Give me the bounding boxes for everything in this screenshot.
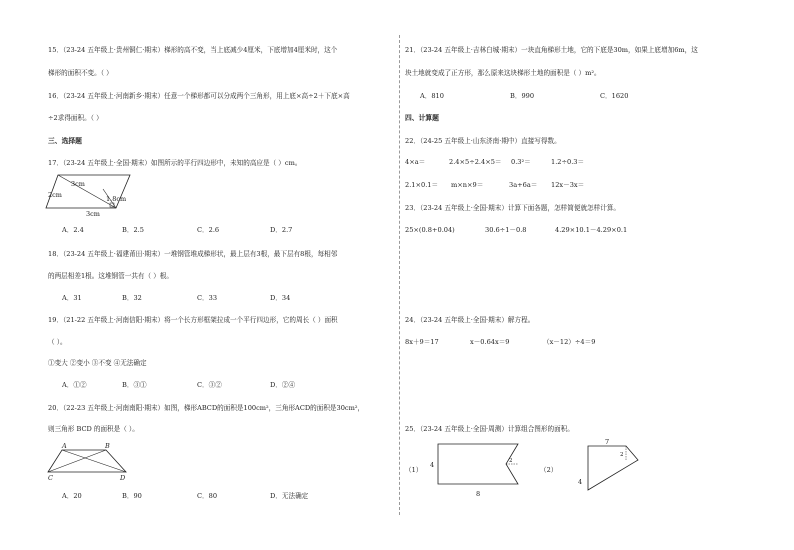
q15-line1: 15．（23-24 五年级上·贵州铜仁·期末）梯形的高不变，当上底减少4厘米，下底增加4厘米时，这个 xyxy=(48,46,338,54)
q18-line1: 18．（23-24 五年级上·福建莆田·期末）一堆钢管堆成梯形状，最上层有3根，最下层有8根，每相邻 xyxy=(48,250,338,258)
q17-option-d[interactable]: D．2.7 xyxy=(270,226,293,234)
q19-choices: ①变大 ②变小 ③不变 ④无法确定 xyxy=(48,359,147,367)
fig2-top-label: 7 xyxy=(605,438,610,446)
q24-text: 24．（23-24 五年级上·全国·期末）解方程。 xyxy=(405,316,535,324)
q21-line2: 块土地就变成了正方形，那么原来这块梯形土地的面积是（ ）m²。 xyxy=(405,69,601,77)
q25-fig1-label: （1） xyxy=(405,466,423,474)
q17-text: 17．（23-24 五年级上·全国·期末）如图所示的平行四边形中，未知的高应是（ ）cm。 xyxy=(48,159,302,167)
vertex-a-label: A xyxy=(62,442,67,450)
vertex-c-label: C xyxy=(48,474,53,482)
q22-item-1: 4×a＝ xyxy=(405,158,426,166)
fig17-height-label: 1.8cm xyxy=(106,195,127,203)
q20-line1: 20．（22-23 五年级上·河南南阳·期末）如图，梯形ABCD的面积是100cm²，三角形ACD的面积是30cm²， xyxy=(48,404,365,412)
q19-option-d[interactable]: D．②④ xyxy=(270,381,296,389)
q23-expr-3: 4.29×10.1－4.29×0.1 xyxy=(555,226,628,234)
fig17-left-label: 2cm xyxy=(48,191,62,199)
fig17-top-label: 3cm xyxy=(71,180,85,188)
q16-line2: ÷2求得面积。（ ） xyxy=(48,114,103,122)
composite-figure-2 xyxy=(570,440,650,500)
q23-expr-2: 30.6÷1－0.8 xyxy=(485,226,527,234)
q25-fig2-label: （2） xyxy=(540,466,558,474)
fig17-bottom-label: 3cm xyxy=(86,210,100,218)
q21-option-a[interactable]: A．810 xyxy=(420,92,444,100)
q19-option-b[interactable]: B．③① xyxy=(122,381,147,389)
q24-eq-2: x－0.64x＝9 xyxy=(470,338,510,346)
q22-item-7: 3a+6a＝ xyxy=(509,181,538,189)
fig2-height-label: 4 xyxy=(578,478,583,486)
q18-option-c[interactable]: C．33 xyxy=(197,294,218,302)
q24-eq-1: 8x＋9＝17 xyxy=(405,338,439,346)
q17-option-b[interactable]: B．2.5 xyxy=(122,226,144,234)
q22-item-6: m×n×9＝ xyxy=(451,181,484,189)
q20-line2: 则三角形 BCD 的面积是（ ）。 xyxy=(48,425,139,433)
q22-item-8: 12x－3x＝ xyxy=(551,181,585,189)
q17-option-a[interactable]: A．2.4 xyxy=(62,226,84,234)
q22-item-4: 1.2÷0.3＝ xyxy=(551,158,585,166)
q23-text: 23．（23-24 五年级上·全国·期末）计算下面各题，怎样简便就怎样计算。 xyxy=(405,204,621,212)
q15-line2: 梯形的面积不变。（ ） xyxy=(48,69,113,77)
q18-option-a[interactable]: A．31 xyxy=(62,294,82,302)
q19-line1: 19．（21-22 五年级上·河南信阳·期末）将一个长方形框架拉成一个平行四边形，它的周长（ ）面积 xyxy=(48,316,338,324)
q21-line1: 21．（23-24 五年级上·吉林白城·期末）一块直角梯形土地，它的下底是30m，如果上底增加6m，这 xyxy=(405,46,698,54)
q22-text: 22．（24-25 五年级上·山东济南·期中）直接写得数。 xyxy=(405,137,561,145)
trapezoid-abcd-figure xyxy=(48,442,133,482)
q18-option-b[interactable]: B．32 xyxy=(122,294,142,302)
q18-option-d[interactable]: D．34 xyxy=(270,294,291,302)
fig2-mid-label: 2 xyxy=(620,452,624,458)
q23-expr-1: 25×(0.8+0.04) xyxy=(405,226,455,234)
q17-option-c[interactable]: C．2.6 xyxy=(197,226,220,234)
q20-option-c[interactable]: C．80 xyxy=(197,492,218,500)
composite-figure-1 xyxy=(428,442,528,502)
vertex-b-label: B xyxy=(105,442,110,450)
q19-line2: （ ）。 xyxy=(48,338,67,346)
q19-option-a[interactable]: A．①② xyxy=(62,381,87,389)
column-divider xyxy=(399,35,400,515)
fig1-width-label: 8 xyxy=(476,490,481,498)
q18-line2: 的两层相差1根。这堆钢管一共有（ ）根。 xyxy=(48,272,173,280)
q20-option-d[interactable]: D．无法确定 xyxy=(270,492,309,500)
q25-text: 25．（23-24 五年级上·全国·周测）计算组合图形的面积。 xyxy=(405,425,574,433)
vertex-d-label: D xyxy=(120,474,126,482)
fig1-notch-label: 2 xyxy=(509,458,513,464)
q20-option-b[interactable]: B．90 xyxy=(122,492,142,500)
q22-item-2: 2.4×5÷2.4×5＝ xyxy=(449,158,502,166)
parallelogram-figure xyxy=(46,172,136,217)
section-calc-title: 四、计算题 xyxy=(405,114,439,122)
q22-item-5: 2.1×0.1＝ xyxy=(405,181,439,189)
q24-eq-3: （x－12）÷4＝9 xyxy=(543,338,596,346)
fig1-height-label: 4 xyxy=(430,461,435,469)
q22-item-3: 0.3²＝ xyxy=(511,158,531,166)
q20-option-a[interactable]: A．20 xyxy=(62,492,82,500)
q19-option-c[interactable]: C．③② xyxy=(197,381,222,389)
q21-option-b[interactable]: B．990 xyxy=(510,92,535,100)
section-choice-title: 三、选择题 xyxy=(48,137,82,145)
q16-line1: 16．（23-24 五年级上·河南新乡·期末）任意一个梯形都可以分成两个三角形，用上底×高÷2＋下底×高 xyxy=(48,92,350,100)
q21-option-c[interactable]: C．1620 xyxy=(600,92,629,100)
